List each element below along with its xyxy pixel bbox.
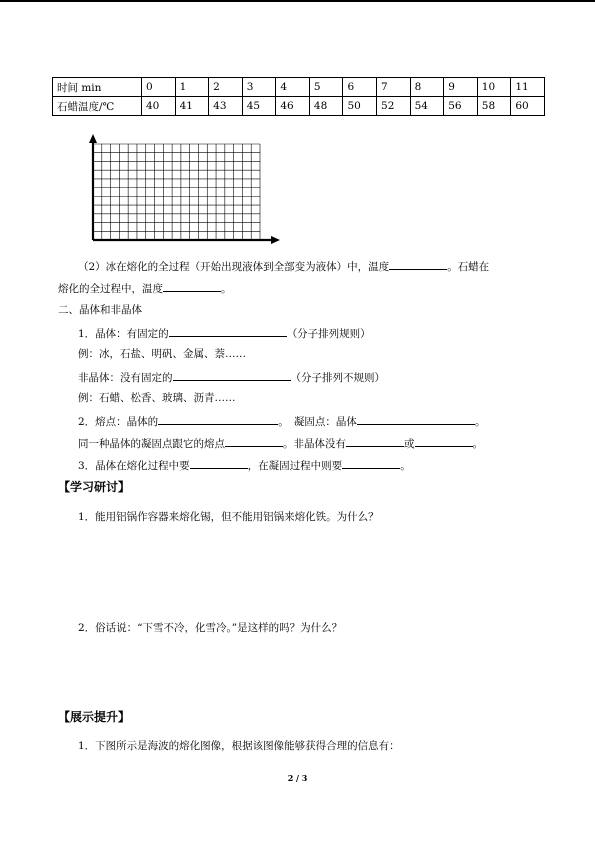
answer-blank[interactable] xyxy=(163,280,221,292)
table-row xyxy=(53,97,545,116)
show-q1: 1．下图所示是海波的熔化图像，根据该图像能够获得合理的信息有： xyxy=(78,740,400,752)
answer-blank[interactable] xyxy=(173,369,291,381)
table-cell: 41 xyxy=(175,97,209,116)
table-cell: 58 xyxy=(477,97,511,116)
amorph-example: 例：石蜡、松香、玻璃、沥青…… xyxy=(78,392,236,404)
crystal-def: 1．晶体：有固定的 （分子排列规则） xyxy=(78,325,371,341)
table-row xyxy=(53,78,545,97)
data-table xyxy=(52,77,545,116)
answer-blank[interactable] xyxy=(346,435,404,447)
melt-process-line: 3．晶体在熔化过程中要 ，在凝固过程中则要 。 xyxy=(78,457,411,473)
table-cell: 10 xyxy=(477,78,511,97)
answer-blank[interactable] xyxy=(225,435,283,447)
same-crystal-line: 同一种晶体的凝固点跟它的熔点 。非晶体没有 或 。 xyxy=(78,435,483,451)
table-cell: 3 xyxy=(242,78,276,97)
q2-line2: 熔化的全过程中，温度 。 xyxy=(58,280,232,296)
answer-blank[interactable] xyxy=(357,413,475,425)
answer-blank[interactable] xyxy=(158,413,278,425)
q2-line1: （2）冰在熔化的全过程（开始出现液体到全部变为液体）中，温度 。石蜡在 xyxy=(78,258,489,274)
answer-blank[interactable] xyxy=(342,457,400,469)
table-cell: 54 xyxy=(410,97,444,116)
table-cell: 45 xyxy=(242,97,276,116)
top-border xyxy=(0,0,595,2)
table-cell: 6 xyxy=(343,78,377,97)
x-axis-arrow xyxy=(271,236,280,244)
row-label-time: 时间 min xyxy=(53,78,142,97)
table-cell: 5 xyxy=(309,78,343,97)
table-cell: 48 xyxy=(309,97,343,116)
table-cell: 46 xyxy=(276,97,310,116)
table-cell: 9 xyxy=(444,78,478,97)
show-heading: 【展示提升】 xyxy=(58,710,131,724)
table-cell: 43 xyxy=(209,97,243,116)
section-title: 二、晶体和非晶体 xyxy=(58,304,142,316)
table-cell: 11 xyxy=(511,78,545,97)
blank-graph-grid xyxy=(84,134,284,250)
table-cell: 50 xyxy=(343,97,377,116)
y-axis-arrow xyxy=(89,134,97,143)
table-cell: 40 xyxy=(142,97,176,116)
crystal-example: 例：冰，石盐、明矾、金属、萘…… xyxy=(78,348,246,360)
amorph-def: 非晶体：没有固定的 （分子排列不规则） xyxy=(78,369,385,385)
answer-blank[interactable] xyxy=(169,325,287,337)
table-cell: 4 xyxy=(276,78,310,97)
answer-blank[interactable] xyxy=(389,258,447,270)
page-number: 2 / 3 xyxy=(287,773,308,783)
answer-blank[interactable] xyxy=(415,435,473,447)
table-cell: 8 xyxy=(410,78,444,97)
study-heading: 【学习研讨】 xyxy=(58,480,131,494)
row-label-temp: 石蜡温度/℃ xyxy=(53,97,142,116)
table-cell: 60 xyxy=(511,97,545,116)
table-cell: 2 xyxy=(209,78,243,97)
study-q1: 1．能用铝锅作容器来熔化锡，但不能用铝锅来熔化铁。为什么？ xyxy=(78,511,379,523)
study-q2: 2．俗话说：“下雪不冷，化雪冷。”是这样的吗？为什么？ xyxy=(78,622,343,634)
table-cell: 52 xyxy=(377,97,411,116)
table-cell: 0 xyxy=(142,78,176,97)
table-cell: 7 xyxy=(377,78,411,97)
melting-point-def: 2．熔点：晶体的 。 凝固点：晶体 。 xyxy=(78,413,485,429)
table-cell: 1 xyxy=(175,78,209,97)
table-cell: 56 xyxy=(444,97,478,116)
answer-blank[interactable] xyxy=(190,457,248,469)
